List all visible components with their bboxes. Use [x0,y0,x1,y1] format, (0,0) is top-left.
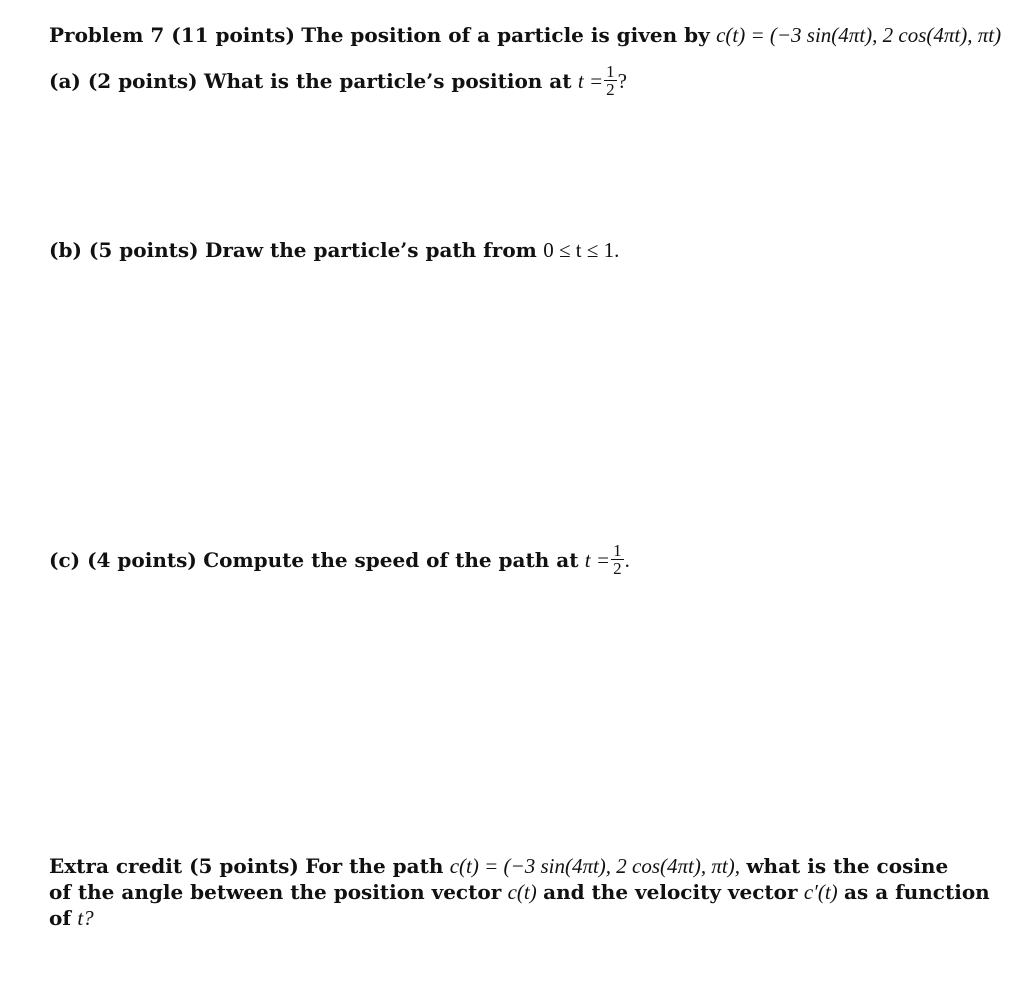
part-a-question [49,62,627,99]
extra-text-1: For the path [305,854,444,878]
part-c-frac-den: 2 [613,559,622,578]
extra-line2-b: and the velocity vector [543,880,798,904]
extra-line-1 [49,853,949,879]
part-b-text: Draw the particle’s path from [205,238,537,262]
part-c-question [49,541,630,578]
extra-line3-var: t? [77,906,94,930]
extra-credit-question [49,853,990,931]
part-a-fraction [604,64,617,97]
part-b-label: (b) (5 points) [49,238,199,262]
part-a-end: ? [617,69,627,93]
extra-line3: of [49,906,71,930]
extra-label: Extra credit (5 points) [49,854,299,878]
part-c-label: (c) (4 points) [49,548,197,572]
part-a-var: t = [577,69,604,93]
part-b-math: 0 ≤ t ≤ 1. [543,238,620,262]
part-a-text: What is the particle’s position at [203,69,572,93]
extra-line2-a: of the angle between the position vector [49,880,502,904]
extra-line-3 [49,905,949,931]
extra-velocity-vector: c′(t) [803,880,838,904]
extra-line2-c: as a function [844,880,990,904]
problem-statement [49,22,1001,48]
extra-formula: c(t) = (−3 sin(4πt), 2 cos(4πt), πt), [449,854,740,878]
part-c-end: . [624,548,630,572]
part-c-fraction [611,543,624,576]
problem-formula: c(t) = (−3 sin(4πt), 2 cos(4πt), πt) [716,23,1002,47]
problem-text: The position of a particle is given by [301,23,710,47]
part-a-frac-den: 2 [606,80,615,99]
extra-line-2 [49,879,990,905]
part-c-frac-num: 1 [613,541,622,560]
part-c-text: Compute the speed of the path at [203,548,579,572]
part-b-question [49,237,619,263]
extra-position-vector: c(t) [507,880,537,904]
extra-text-2: what is the cosine [746,854,949,878]
part-a-label: (a) (2 points) [49,69,198,93]
part-a-frac-num: 1 [606,62,615,81]
problem-heading: Problem 7 (11 points) [49,23,295,47]
part-c-var: t = [584,548,611,572]
